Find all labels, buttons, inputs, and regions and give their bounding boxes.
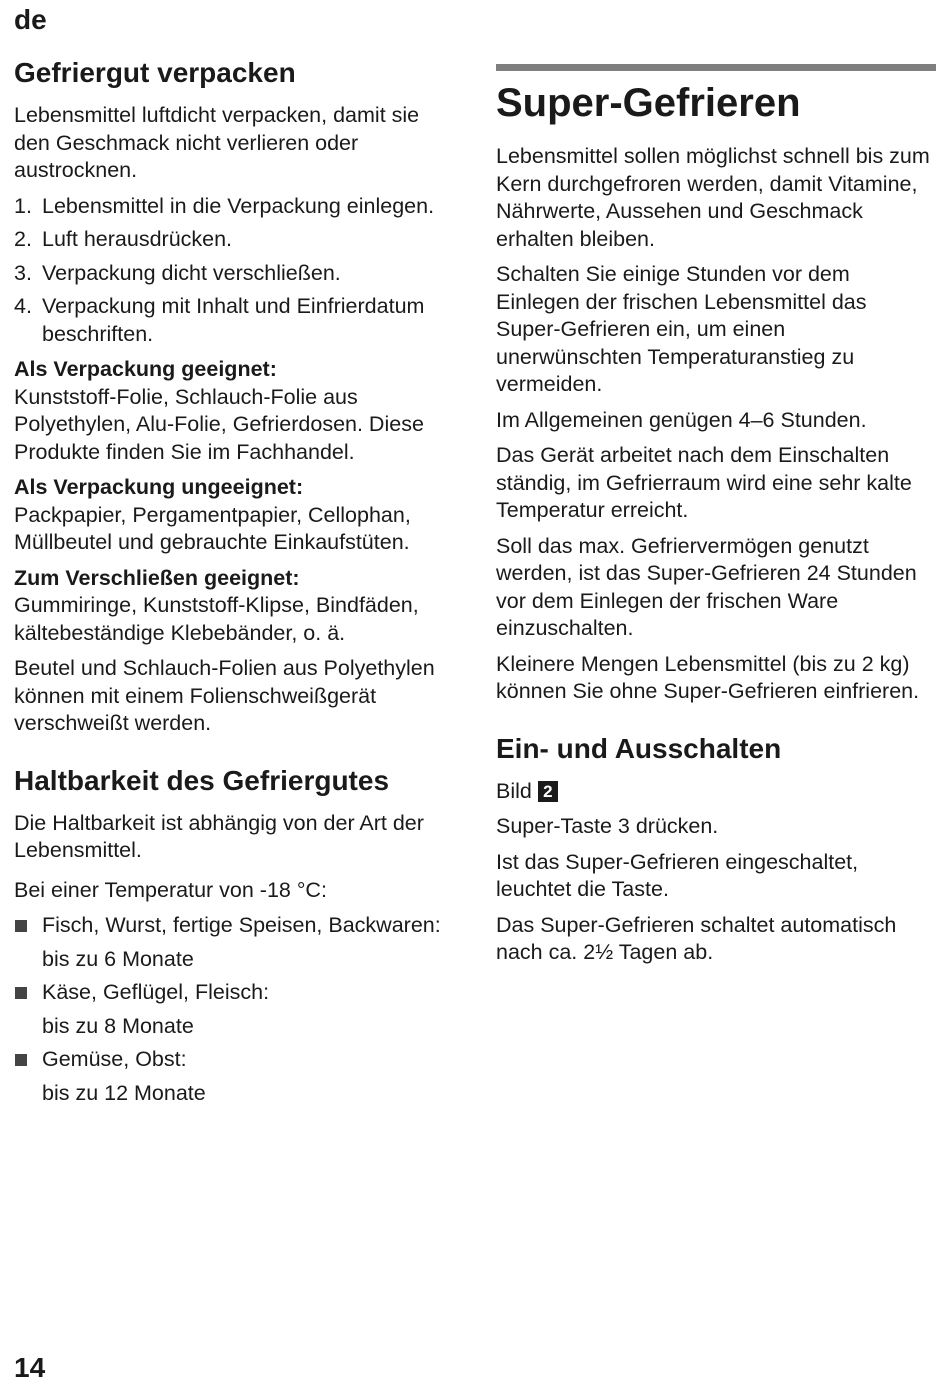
list-item	[14, 226, 454, 254]
suitable-packaging	[14, 356, 454, 466]
paragraph: Schalten Sie einige Stunden vor dem Einlegen der frischen Lebensmittel das Super-Gefrieren ein, um einen unerwünschten Temperaturanstieg zu vermeiden.	[496, 262, 867, 396]
section-title-shelf-life: Haltbarkeit des Gefriergutes	[14, 764, 390, 796]
right-column	[496, 56, 936, 975]
step-number: 3.	[14, 260, 32, 285]
temperature-note: Bei einer Temperatur von -18 °C:	[14, 877, 327, 902]
bullet-square-icon	[15, 920, 27, 932]
step-text: Luft herausdrücken.	[42, 227, 233, 251]
paragraph: Ist das Super-Gefrieren eingeschaltet, leuchtet die Taste.	[496, 849, 859, 901]
left-column	[14, 56, 454, 1113]
bags-note: Beutel und Schlauch-Folien aus Polyethylen können mit einem Folienschweißgerät verschweißt werden.	[14, 656, 435, 735]
figure-reference	[496, 778, 936, 806]
paragraph: Das Super-Gefrieren schaltet automatisch nach ca. 2½ Tagen ab.	[496, 912, 897, 964]
paragraph: Im Allgemeinen genügen 4–6 Stunden.	[496, 407, 867, 432]
section-title-on-off: Ein- und Ausschalten	[496, 732, 782, 764]
list-item	[14, 193, 454, 221]
closing-text: Gummiringe, Kunststoff-Klipse, Bindfäden, kältebeständige Klebebänder, o. ä.	[14, 593, 419, 645]
page-number: 14	[14, 1352, 46, 1383]
step-text: Verpackung dicht verschließen.	[42, 260, 341, 285]
step-text: Lebensmittel in die Verpackung einlegen.	[42, 193, 435, 218]
paragraph: Das Gerät arbeitet nach dem Einschalten ständig, im Gefrierraum wird eine sehr kalte Temperatur erreicht.	[496, 443, 912, 522]
storage-duration: bis zu 12 Monate	[42, 1080, 206, 1105]
packaging-intro: Lebensmittel luftdicht verpacken, damit sie den Geschmack nicht verlieren oder austrocknen.	[14, 103, 420, 182]
language-label: de	[14, 4, 47, 35]
suitable-text: Kunststoff-Folie, Schlauch-Folie aus Polyethylen, Alu-Folie, Gefrierdosen. Diese Produkte finden Sie im Fachhandel.	[14, 384, 424, 464]
list-item	[14, 260, 454, 288]
food-category: Käse, Geflügel, Fleisch:	[42, 980, 270, 1004]
section-title-packaging: Gefriergut verpacken	[14, 57, 296, 88]
section-title-super-freeze: Super-Gefrieren	[496, 81, 801, 125]
list-item	[14, 1046, 454, 1107]
paragraph: Lebensmittel sollen möglichst schnell bis zum Kern durchgefroren werden, damit Vitamine, Nährwerte, Aussehen und Geschmack erhalten bleiben.	[496, 144, 930, 251]
figure-label: Bild	[496, 778, 532, 803]
section-divider	[496, 64, 936, 71]
paragraph: Kleinere Mengen Lebensmittel (bis zu 2 kg) können Sie ohne Super-Gefrieren einfrieren.	[496, 651, 920, 703]
bullet-square-icon	[15, 1054, 27, 1066]
step-number: 2.	[14, 227, 32, 251]
list-item	[14, 912, 454, 973]
paragraph: Soll das max. Gefriervermögen genutzt werden, ist das Super-Gefrieren 24 Stunden vor dem Einlegen der frischen Ware einzuschalten.	[496, 533, 917, 640]
bullet-square-icon	[15, 987, 27, 999]
shelf-life-intro: Die Haltbarkeit ist abhängig von der Art der Lebensmittel.	[14, 810, 424, 862]
suitable-heading: Als Verpackung geeignet:	[14, 357, 277, 381]
food-category: Fisch, Wurst, fertige Speisen, Backwaren:	[42, 913, 441, 937]
unsuitable-heading: Als Verpackung ungeeignet:	[14, 475, 304, 499]
paragraph: Super-Taste 3 drücken.	[496, 814, 719, 838]
step-text: Verpackung mit Inhalt und Einfrierdatum beschriften.	[42, 294, 425, 346]
storage-duration: bis zu 6 Monate	[42, 946, 194, 971]
unsuitable-text: Packpapier, Pergamentpapier, Cellophan, Müllbeutel und gebrauchte Einkaufstüten.	[14, 502, 411, 554]
figure-number-badge: 2	[538, 781, 558, 802]
unsuitable-packaging	[14, 474, 454, 557]
list-item	[14, 293, 454, 348]
step-number: 4.	[14, 294, 32, 318]
storage-duration: bis zu 8 Monate	[42, 1013, 194, 1038]
step-number: 1.	[14, 193, 32, 218]
closing-materials	[14, 565, 454, 648]
food-category: Gemüse, Obst:	[42, 1047, 187, 1071]
shelf-life-list	[14, 912, 454, 1107]
packaging-steps-list	[14, 193, 454, 349]
list-item	[14, 979, 454, 1040]
closing-heading: Zum Verschließen geeignet:	[14, 565, 300, 590]
